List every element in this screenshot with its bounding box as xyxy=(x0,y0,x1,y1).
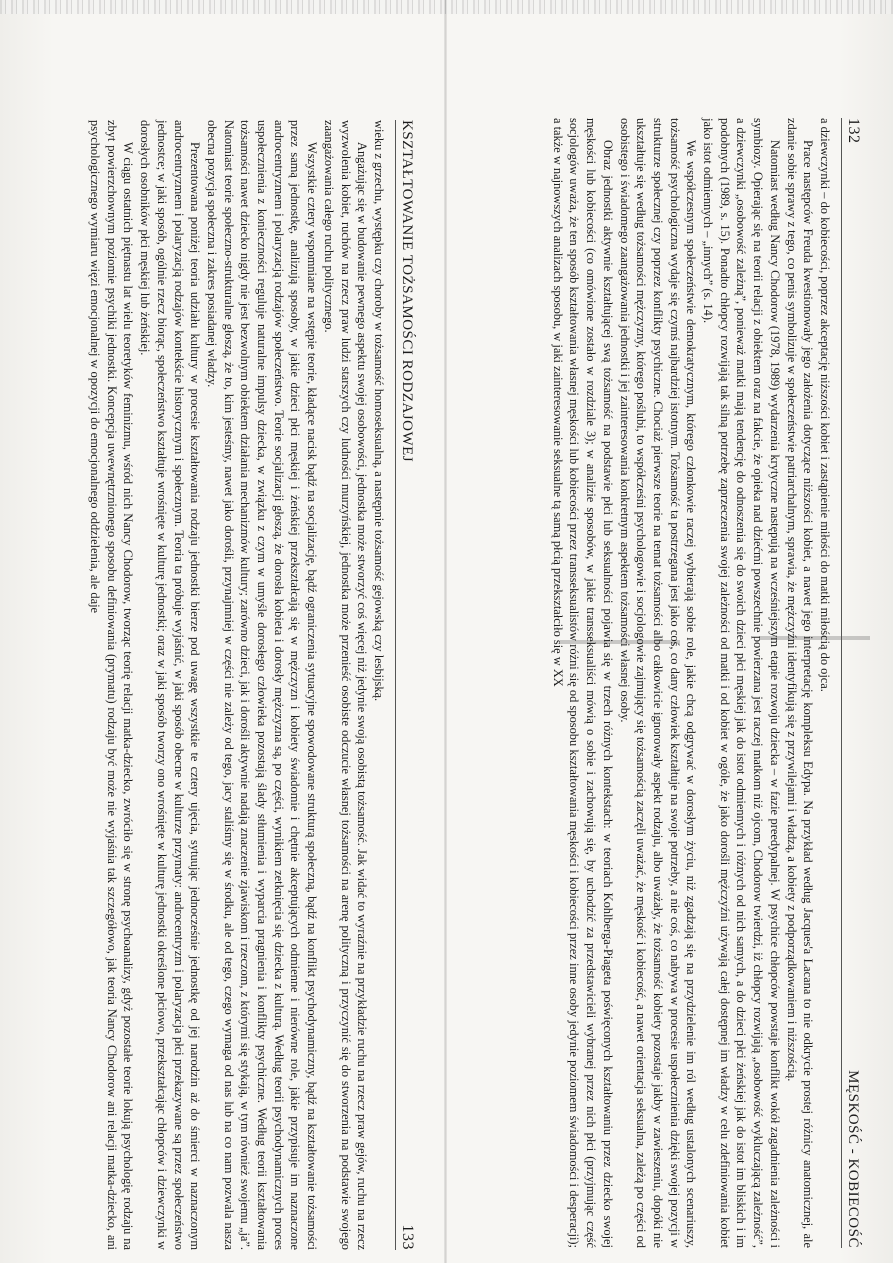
paragraph: wieku z grzechu, występku czy choroby w tożsamość homoseksualną, a następnie tożsamość gejowską czy lesbijską. xyxy=(372,120,386,702)
paragraph: We współczesnym społeczeństwie demokratycznym, którego członkowie raczej wybierają sobie role, jakie chcą odgrywać w dorosłym życiu, niż zgadzają się na przydzielenie im ról według ustalonych scenariuszy, tożsamość psychologiczna wydaje się czymś najbardziej istotnym. Tożsamość ta postrzegana jest jako coś, co dany człowiek kształtuje na swoje potrzeby, a nie coś, co nabywa w procesie uspołecznienia dzięki swojej pozycji w strukturze społecznej czy poprzez konflikty psychiczne. Chociaż pierwsze teorie na temat tożsamości albo całkowicie ignorowały aspekt rodzaju, albo uważały, że tożsamość kobiety pozostaje jakby w zawieszeniu, dopóki nie ukształtuje się według tożsamości mężczyzny, którego poślubi, to współcześni psychologowie i socjologowie zajmujący się tożsamością zaczęli uważać, że męskość i kobiecość, a nawet orientacja seksualna, zależą po części od osobistego i świadomego zaangażowania jednostki i jej zainteresowania konkretnym aspektem tożsamości własnej osoby. xyxy=(617,118,699,1248)
page-number: 132 xyxy=(845,118,862,144)
paragraph: Prezentowana poniżej teoria udziału kultury w procesie kształtowania rodzaju jednostki bierze pod uwagę wszystkie te cztery ujęcia, sytuując jednocześnie jednostkę od jej narodzin aż do śmierci w naznaczonym androcentryzmem i polaryzacją rodzajów kontekście historycznym i społecznym. Teoria ta próbuje wyjaśnić, w jaki sposób obecne w kulturze przymaty: androcentryzm i polaryzacja płci przekazywane są przez społeczeństwo jednostce; w jaki sposób, ogólnie rzecz biorąc, społeczeństwo kształtuje wrośnięte w kulturę jednostki; oraz w jaki sposób tworzy ono wrośnięte w kulturę jednostki określone płciowo, przekształcając chłopców i dziewczynki w dorosłych osobników płci męskiej lub żeńskiej. xyxy=(138,120,203,1250)
running-head: MĘSKOŚĆ - KOBIECOŚĆ xyxy=(845,1070,861,1248)
right-page xyxy=(16,120,416,1250)
left-page-body xyxy=(549,118,833,1248)
paragraph: Natomiast według Nancy Chodorow (1978, 1989) wydarzenia krytyczne następują na wcześniejszym etapie rozwoju dziecka – w fazie preedypalnej. W psychice chłopców powstaje konflikt wokół zagadnienia zależności i symbiozy. Opierając się na teorii relacji z obiektem oraz na fakcie, że opieka nad dziećmi powszechnie powierzana jest raczej matkom niż ojcom, Chodorow twierdzi, iż chłopcy rozwijają „osobowość wykluczającą zależność”, a dziewczynki „osobowość zależną”, ponieważ matki mają tendencję do odnoszenia się do swoich dzieci płci męskiej jak do istot odmiennych i różnych od nich samych, a do dzieci płci żeńskiej jak do istot im bliskich i im podobnych (1989, s. 15). Ponadto chłopcy rozwijają tak silną potrzebę zaprzeczenia swojej zależności od matki i od kobiet w ogóle, że jako dorośli mężczyźni używają całej dostępnej im władzy w celu zdefiniowania kobiet jako istot odmiennych – „innych” (s. 14). xyxy=(701,118,782,1248)
right-page-body xyxy=(86,120,387,1250)
paragraph: Wszystkie cztery wspomniane na wstępie teorie, kładące nacisk bądź na socjalizację, bądź ograniczenia sytuacyjne spowodowane strukturą społeczną, bądź na konflikt psychodynamiczny, bądź na kształtowanie tożsamości przez samą jednostkę, analizują sposoby, w jakie dzieci płci męskiej i żeńskiej przekształcają się w mężczyzn i kobiety świadomie i chętnie akceptujących odmienne i nierówne role, jakie przypisuje im naznaczone androcentryzmem i polaryzacją rodzajów społeczeństwo. Teorie socjalizacji głoszą, że dorosła kobieta i dorosły mężczyzna są, po części, wynikiem zetknięcia się dziecka z kulturą. Według teorii psychodynamicznych proces uspołecznienia z konieczności reguluje naturalne impulsy dziecka, w związku z czym w umyśle dorosłego człowieka pozostają ślady stłumienia i wyparcia pragnienia i konflikty psychiczne. Według teorii kształtowania tożsamości nawet dziecko nigdy nie jest bezwolnym obiektem działania mechanizmów kultury; zarówno dzieci, jak i dorośli aktywnie nadają znaczenie zjawiskom i rzeczom, z którymi się stykają, w tym również swojemu „ja”. Natomiast teorie społeczno-strukturalne głoszą, że to, kim jesteśmy, nawet jako dorośli, przynajmniej w części nie zależy od tego, jacy staliśmy się w środku, ale od tego, czego wymaga od nas lub na co nam pozwala nasza obecna pozycja społeczna i zakres posiadanej władzy. xyxy=(204,120,320,1250)
paragraph: Prace następców Freuda kwestionowały jego założenia dotyczące niższości kobiet, a nawet jego interpretację kompleksu Edypa. Na przykład według Jacques'a Lacana to nie odkrycie prostej różnicy anatomicznej, ale zdanie sobie sprawy z tego, co penis symbolizuje w społeczeństwie patriarchalnym, sprawia, że mężczyźni identyfikują się z przywilejami i władzą, a kobiety z podporządkowaniem i niższością. xyxy=(784,118,816,1248)
left-page xyxy=(442,118,862,1248)
page-number: 133 xyxy=(399,1224,416,1250)
left-page-header xyxy=(841,118,862,1248)
right-page-header xyxy=(395,120,416,1250)
paragraph: W ciągu ostatnich piętnastu lat wielu teoretyków feminizmu, wśród nich Nancy Chodorow, tworząc teorię relacji matka-dziecko, zwróciło się w stronę psychoanalizy, gdyż pozostałe teorie lokują psychologię rodzaju na zbyt powierzchownym poziomie psychiki jednostki. Koncepcja uwewnętrznionego sposobu definiowania (prymatu) rodzaju być może nie wyjaśnia tak szczegółowo, jak teoria Nancy Chodorow ani relacji matka-dziecko, ani psychologicznego wymiaru więzi emocjonalnej w opozycji do emocjonalnego oddzielenia, ale daje xyxy=(88,120,136,1250)
running-head: KSZTAŁTOWANIE TOŻSAMOŚCI RODZAJOWEJ xyxy=(399,120,415,463)
paragraph: Angażując się w budowanie pewnego aspektu swojej osobowości, jednostka może stworzyć coś więcej niż jedynie swoją osobistą tożsamość. Jak widać to wyraźnie na przykładzie ruchu na rzecz praw gejów, ruchu na rzecz wyzwolenia kobiet, ruchów na rzecz praw ludzi starszych czy ludności murzyńskiej, jednostka może przenieść osobiste odczucie własnej tożsamości na arenę polityczną i przyczynić się do stworzenia na podstawie swojego zaangażowania całego ruchu politycznego. xyxy=(321,120,370,1250)
paragraph: a dziewczynki – do kobiecości, poprzez akceptację niższości kobiet i zastąpienie miłości do matki miłością do ojca. xyxy=(818,118,832,692)
paragraph: Obraz jednostki aktywnie kształtującej swą tożsamość na podstawie płci lub seksualności pojawia się w trzech różnych kontekstach: w teoriach Kohlberga-Piageta poświęconych kształtowaniu przez dziecko swojej męskości lub kobiecości (co omówione zostało w rozdziale 3); w analizie sposobów, w jakie transseksualiści mówią o sobie i zachowują się, by uchodzić za przedstawicieli wybranej przez nich płci (przyjmując część socjologów uważa, że ten sposób kształtowania własnej męskości lub kobiecości przez transseksualistów różni się od sposobu kształtowania męskości i kobiecości przez inne osoby jedynie poziomem świadomości i desperacji); a także w najnowszych analizach sposobu, w jaki zainteresowanie seksualne tą samą płcią przekształciło się w XX xyxy=(550,118,615,1248)
